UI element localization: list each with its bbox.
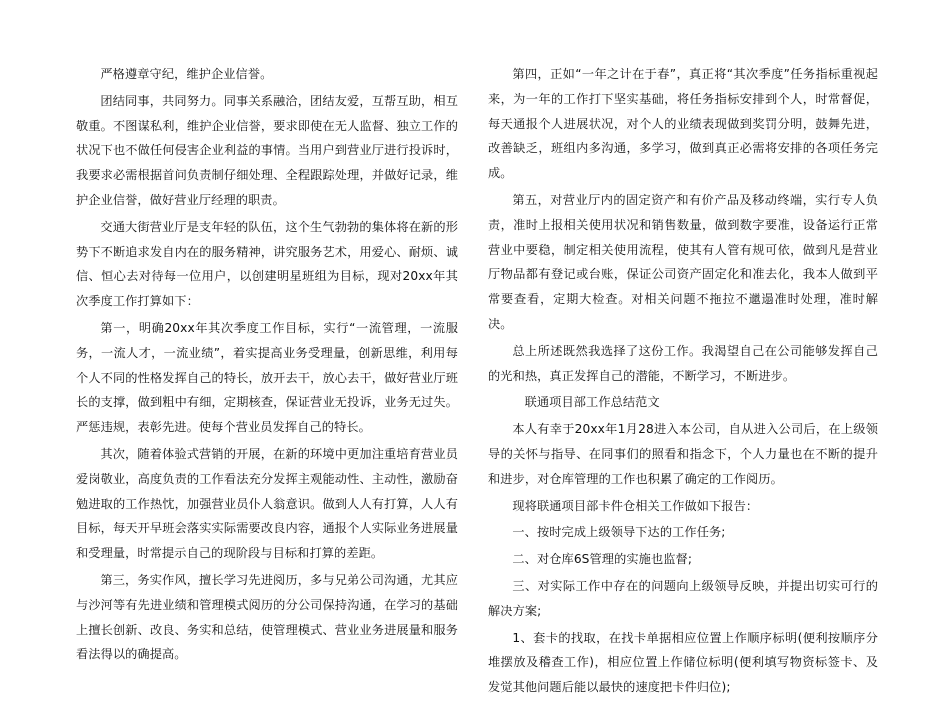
paragraph: 团结同事，共同努力。同事关系融洽，团结友爱，互帮互助，相互敬重。不图谋私利，维护企业信誉，要求即使在无人监督、独立工作的状况下也不做任何侵害企业利益的事情。当用户到营业厅进行投诉时，我要求必需根据首问负责制仔细处理、全程跟踪处理，并做好记录，维护企业信誉，做好营业厅经理的职责。 [76, 93, 458, 207]
paragraph: 严格遵章守纪，维护企业信誉。 [100, 67, 273, 81]
paragraph: 第四，正如“一年之计在于春”，真正将“其次季度”任务指标重视起来，为一年的工作打下坚实基础，将任务指标安排到个人，时常督促，每天通报个人进展状况，对个人的业绩表现做到奖罚分明，鼓舞先进，改善缺乏，班组内多沟通，多学习，做到真正必需将安排的各项任务完成。 [488, 67, 878, 181]
left-column [76, 62, 458, 669]
list-item: 二、对仓库6S管理的实施也监督; [512, 552, 693, 567]
paragraph: 交通大街营业厅是支年轻的队伍，这个生气勃勃的集体将在新的形势下不断追求发自内在的服务精神，讲究服务艺术，用爱心、耐烦、诚信、恒心去对待每一位用户，以创建明星班组为目标，现对20xx年其次季度工作打算如下： [76, 219, 458, 309]
paragraph: 第五，对营业厅内的固定资产和有价产品及移动终端，实行专人负责，准时上报相关使用状况和销售数量，做到数字要准，设备运行正常营业中要稳，制定相关使用流程，使其有人管有规可依，做到凡是营业厅物品都有登记或台账，保证公司资产固定化和准去化，我本人做到平常要查看，定期大检查。对相关问题不拖拉不邋遢准时处理，准时解决。 [488, 192, 878, 331]
paragraph: 总上所述既然我选择了这份工作。我渴望自己在公司能够发挥自己的光和热，真正发挥自己的潜能，不断学习，不断进步。 [488, 343, 878, 383]
paragraph: 第一，明确20xx年其次季度工作目标，实行“一流管理，一流服务，一流人才，一流业绩”，着实提高业务受理量，创新思维，利用每个人不同的性格发挥自己的特长，放开去干，放心去干，做好营业厅班长的支撑，做到粗中有细，定期核查，保证营业无投诉，业务无过失。严惩违规，表彰先进。使每个营业员发挥自己的特长。 [76, 320, 458, 435]
right-column [488, 62, 878, 702]
paragraph: 其次，随着体验式营销的开展，在新的环境中更加注重培育营业员爱岗敬业，高度负责的工作看法充分发挥主观能动性、主动性，激励奋勉进取的工作热忱，加强营业员仆人翁意识。做到人人有打算，人人有目标，每天开早班会落实实际需要改良内容，通报个人实际业务进展量和受理量，时常提示自己的现阶段与目标和打算的差距。 [76, 446, 458, 561]
list-item: 一、按时完成上级领导下达的工作任务; [512, 525, 726, 540]
paragraph: 本人有幸于20xx年1月28进入本公司，自从进入公司后，在上级领导的关怀与指导、在同事们的照看和指念下，个人力量也在不断的提升和进步，对仓库管理的工作也积累了确定的工作阅历。 [488, 422, 878, 486]
paragraph: 第三，务实作风，擅长学习先进阅历，多与兄弟公司沟通，尤其应与沙河等有先进业绩和管理模式阅历的分公司保持沟通，在学习的基础上擅长创新、改良、务实和总结，使管理模式、营业业务进展量和服务看法得以的确提高。 [76, 572, 458, 662]
section-heading: 联通项目部工作总结范文 [524, 395, 660, 410]
paragraph: 现将联通项目部卡件仓相关工作做如下报告： [512, 498, 759, 513]
list-item: 1、套卡的找取，在找卡单据相应位置上作顺序标明(便利按顺序分堆摆放及稽查工作)，相应位置上作储位标明(便利填写物资标签卡、及发觉其他问题后能以最快的速度把卡件归位); [488, 630, 878, 695]
list-item: 三、对实际工作中存在的问题向上级领导反映，并提出切实可行的解决方案; [488, 578, 878, 618]
